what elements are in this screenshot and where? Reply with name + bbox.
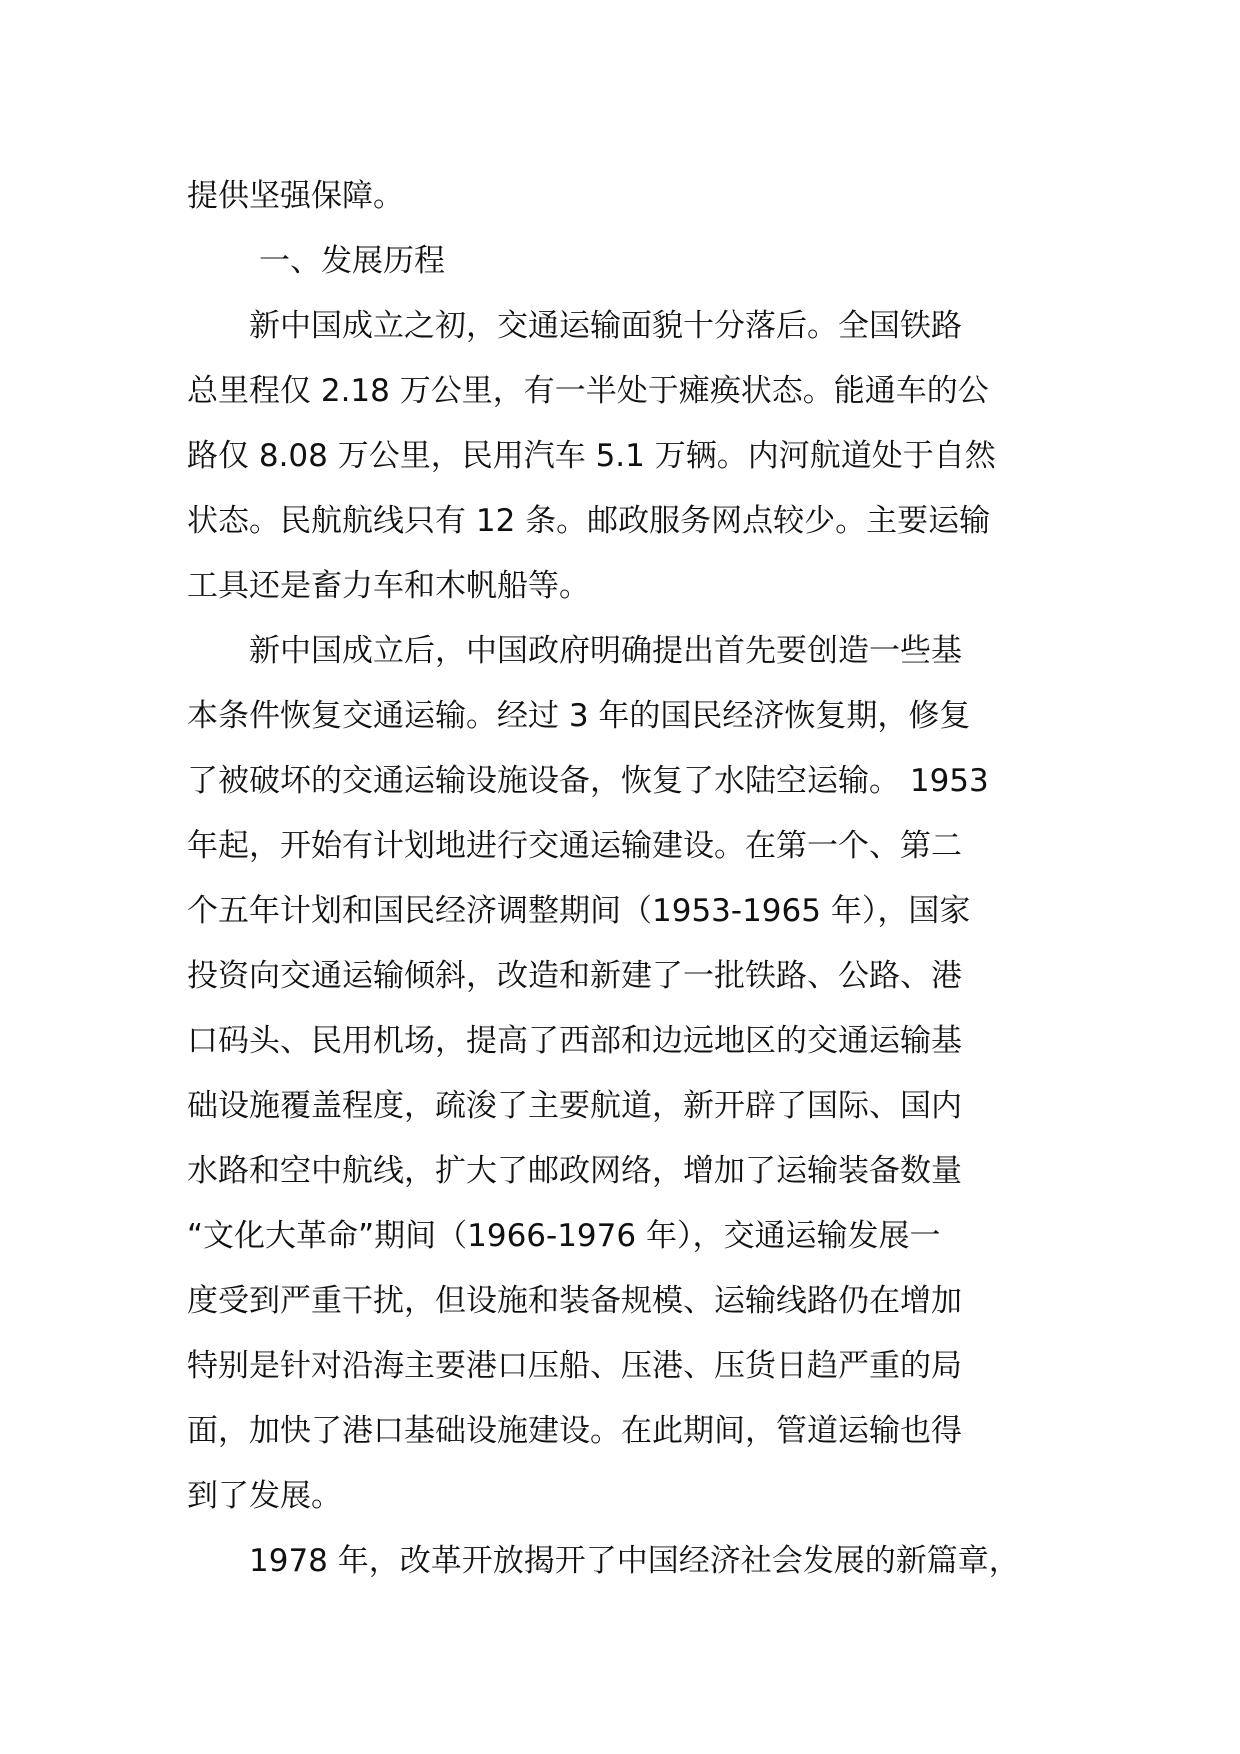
text-line: 路仅 8.08 万公里，民用汽车 5.1 万辆。内河航道处于自然 bbox=[187, 438, 996, 474]
text-line: 特别是针对沿海主要港口压船、压港、压货日趋严重的局 bbox=[187, 1348, 962, 1384]
text-line: 水路和空中航线，扩大了邮政网络，增加了运输装备数量 bbox=[187, 1153, 962, 1189]
section-heading: 一、发展历程 bbox=[259, 243, 445, 279]
text-line: 年起，开始有计划地进行交通运输建设。在第一个、第二 bbox=[187, 828, 962, 864]
text-line: 面，加快了港口基础设施建设。在此期间，管道运输也得 bbox=[187, 1413, 962, 1449]
text-line: 投资向交通运输倾斜，改造和新建了一批铁路、公路、港 bbox=[187, 958, 962, 994]
text-line: 础设施覆盖程度，疏浚了主要航道，新开辟了国际、国内 bbox=[187, 1088, 962, 1124]
text-line: 到了发展。 bbox=[187, 1478, 342, 1514]
text-line: 本条件恢复交通运输。经过 3 年的国民经济恢复期，修复 bbox=[187, 698, 971, 734]
text-line: “文化大革命”期间（1966-1976 年），交通运输发展一 bbox=[187, 1218, 941, 1254]
body-text bbox=[187, 164, 1057, 1594]
text-line: 个五年计划和国民经济调整期间（1953-1965 年），国家 bbox=[187, 893, 971, 929]
text-line: 工具还是畜力车和木帆船等。 bbox=[187, 568, 590, 604]
text-line: 总里程仅 2.18 万公里，有一半处于瘫痪状态。能通车的公 bbox=[187, 373, 989, 409]
text-line: 新中国成立之初，交通运输面貌十分落后。全国铁路 bbox=[187, 308, 962, 344]
text-line: 状态。民航航线只有 12 条。邮政服务网点较少。主要运输 bbox=[187, 503, 991, 539]
text-line: 提供坚强保障。 bbox=[187, 178, 404, 214]
text-line: 口码头、民用机场，提高了西部和边远地区的交通运输基 bbox=[187, 1023, 962, 1059]
text-line: 新中国成立后，中国政府明确提出首先要创造一些基 bbox=[187, 633, 962, 669]
text-line: 了被破坏的交通运输设施设备，恢复了水陆空运输。 1953 bbox=[187, 763, 989, 799]
text-line: 1978 年，改革开放揭开了中国经济社会发展的新篇章， bbox=[187, 1543, 1020, 1579]
text-line: 度受到严重干扰，但设施和装备规模、运输线路仍在增加 bbox=[187, 1283, 962, 1319]
